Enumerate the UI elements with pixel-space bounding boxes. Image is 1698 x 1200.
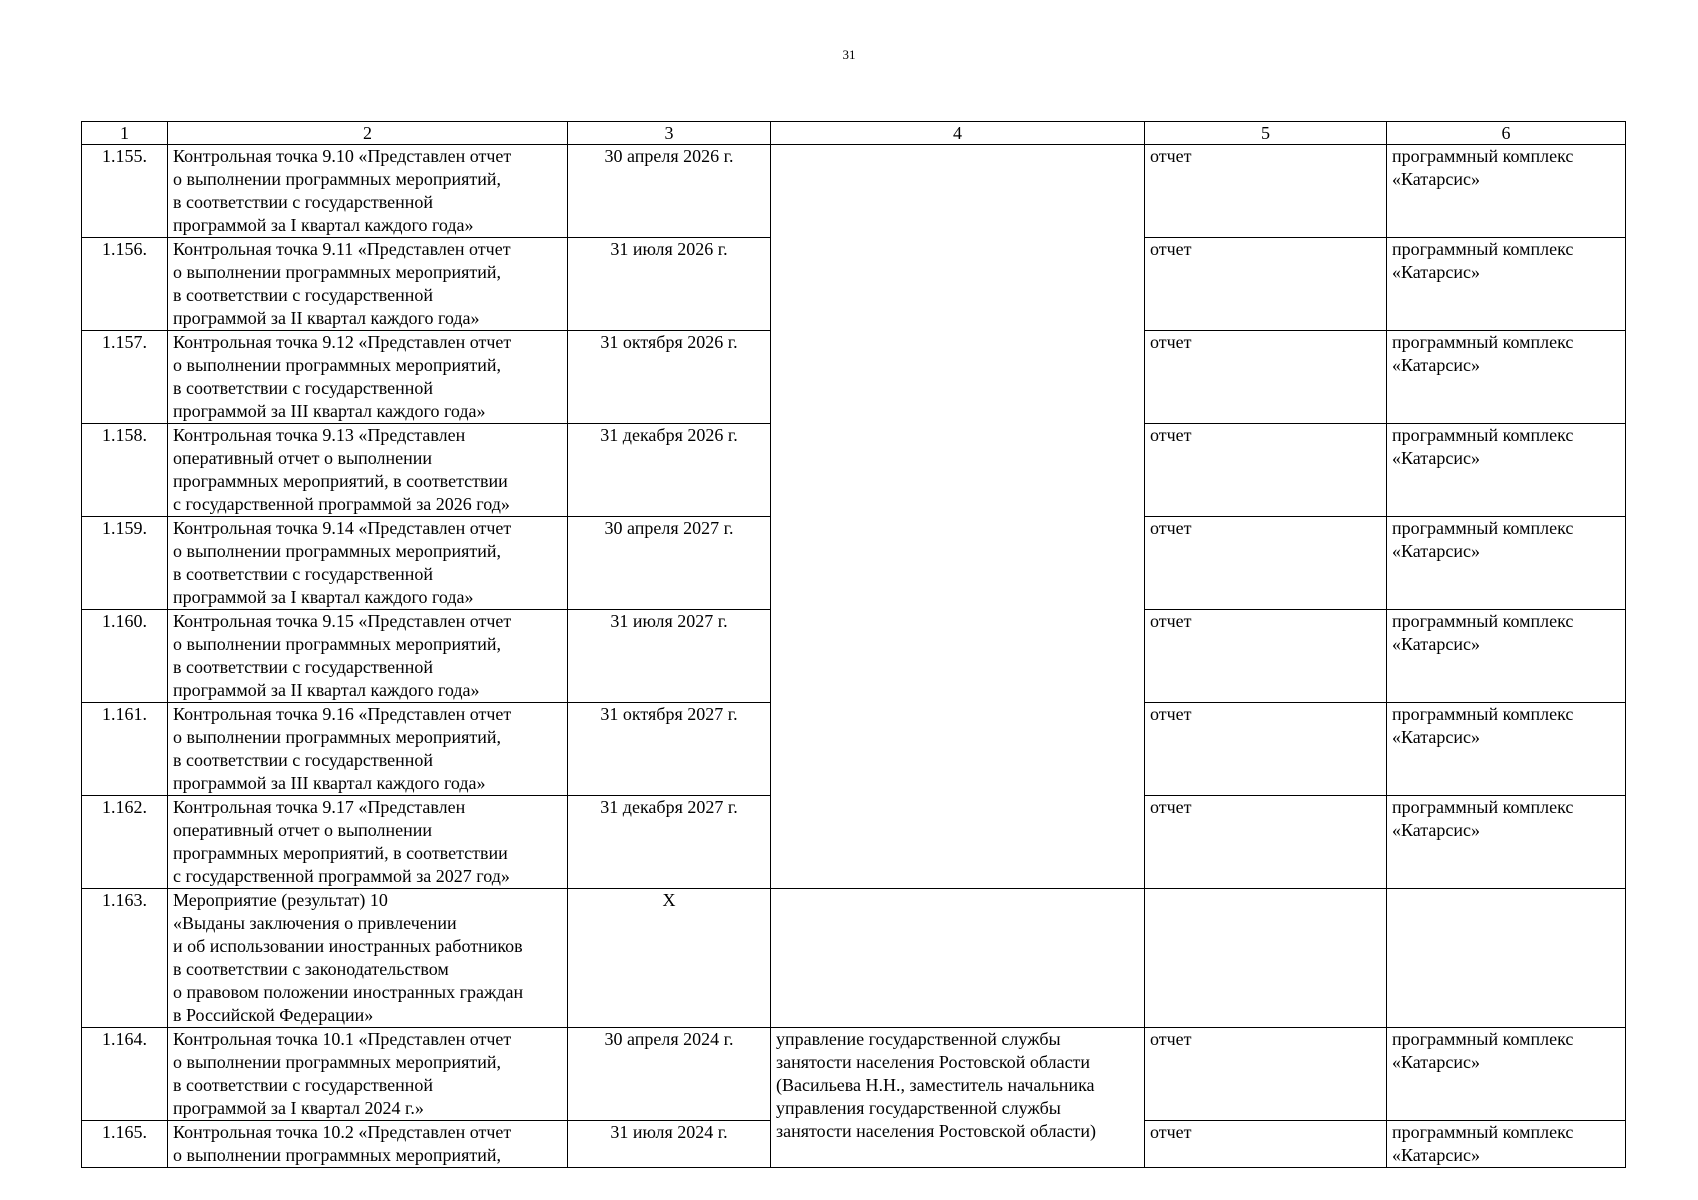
row-number: 1.165.: [82, 1121, 168, 1168]
row-number: 1.156.: [82, 238, 168, 331]
row-date: 30 апреля 2027 г.: [568, 517, 771, 610]
row-system: программный комплекс «Катарсис»: [1387, 517, 1626, 610]
row-name: Контрольная точка 9.11 «Представлен отчет о выполнении программных мероприятий, в соответствии с государственной программой за II квартал каждого года»: [168, 238, 568, 331]
row-system: программный комплекс «Катарсис»: [1387, 238, 1626, 331]
row-number: 1.157.: [82, 331, 168, 424]
responsible-cell: [771, 145, 1145, 889]
row-document: отчет: [1145, 145, 1387, 238]
row-number: 1.160.: [82, 610, 168, 703]
row-name: Контрольная точка 10.2 «Представлен отчет о выполнении программных мероприятий,: [168, 1121, 568, 1168]
row-name: Контрольная точка 9.10 «Представлен отчет о выполнении программных мероприятий, в соответствии с государственной программой за I квартал каждого года»: [168, 145, 568, 238]
row-date: 31 июля 2027 г.: [568, 610, 771, 703]
column-number-row: [82, 122, 1626, 145]
column-header: 5: [1145, 122, 1387, 145]
row-system: [1387, 889, 1626, 1028]
row-document: отчет: [1145, 796, 1387, 889]
row-system: программный комплекс «Катарсис»: [1387, 610, 1626, 703]
responsible-cell: управление государственной службы занятости населения Ростовской области (Васильева Н.Н., заместитель начальника управления государственной службы занятости населения Ростовской области): [771, 1028, 1145, 1168]
row-document: отчет: [1145, 331, 1387, 424]
row-number: 1.155.: [82, 145, 168, 238]
row-name: Контрольная точка 9.14 «Представлен отчет о выполнении программных мероприятий, в соответствии с государственной программой за I квартал каждого года»: [168, 517, 568, 610]
table-row: [82, 145, 1626, 238]
row-system: программный комплекс «Катарсис»: [1387, 1121, 1626, 1168]
row-date: 31 декабря 2027 г.: [568, 796, 771, 889]
row-system: программный комплекс «Катарсис»: [1387, 703, 1626, 796]
row-system: программный комплекс «Катарсис»: [1387, 331, 1626, 424]
row-document: отчет: [1145, 517, 1387, 610]
row-date: 30 апреля 2024 г.: [568, 1028, 771, 1121]
row-name: Контрольная точка 9.16 «Представлен отчет о выполнении программных мероприятий, в соответствии с государственной программой за III квартал каждого года»: [168, 703, 568, 796]
row-document: отчет: [1145, 1028, 1387, 1121]
row-name: Контрольная точка 10.1 «Представлен отчет о выполнении программных мероприятий, в соответствии с государственной программой за I квартал 2024 г.»: [168, 1028, 568, 1121]
row-number: 1.158.: [82, 424, 168, 517]
row-date: 31 октября 2026 г.: [568, 331, 771, 424]
row-document: [1145, 889, 1387, 1028]
row-name: Контрольная точка 9.15 «Представлен отчет о выполнении программных мероприятий, в соответствии с государственной программой за II квартал каждого года»: [168, 610, 568, 703]
column-header: 2: [168, 122, 568, 145]
row-name: Контрольная точка 9.17 «Представлен оперативный отчет о выполнении программных мероприятий, в соответствии с государственной программой за 2027 год»: [168, 796, 568, 889]
row-name: Контрольная точка 9.12 «Представлен отчет о выполнении программных мероприятий, в соответствии с государственной программой за III квартал каждого года»: [168, 331, 568, 424]
row-document: отчет: [1145, 424, 1387, 517]
page-number: 31: [842, 47, 856, 62]
row-document: отчет: [1145, 610, 1387, 703]
row-system: программный комплекс «Катарсис»: [1387, 1028, 1626, 1121]
row-document: отчет: [1145, 1121, 1387, 1168]
row-number: 1.164.: [82, 1028, 168, 1121]
row-date: 31 декабря 2026 г.: [568, 424, 771, 517]
row-name: Мероприятие (результат) 10 «Выданы заключения о привлечении и об использовании иностранных работников в соответствии с законодательством о правовом положении иностранных граждан в Российской Федерации»: [168, 889, 568, 1028]
row-date: 31 июля 2026 г.: [568, 238, 771, 331]
row-document: отчет: [1145, 703, 1387, 796]
row-date: X: [568, 889, 771, 1028]
column-header: 4: [771, 122, 1145, 145]
row-document: отчет: [1145, 238, 1387, 331]
row-number: 1.163.: [82, 889, 168, 1028]
row-system: программный комплекс «Катарсис»: [1387, 424, 1626, 517]
control-points-table: [81, 121, 1626, 1168]
row-system: программный комплекс «Катарсис»: [1387, 145, 1626, 238]
row-number: 1.159.: [82, 517, 168, 610]
table-row: [82, 889, 1626, 1028]
row-number: 1.162.: [82, 796, 168, 889]
row-system: программный комплекс «Катарсис»: [1387, 796, 1626, 889]
table-row: [82, 1028, 1626, 1121]
column-header: 3: [568, 122, 771, 145]
row-date: 30 апреля 2026 г.: [568, 145, 771, 238]
column-header: 1: [82, 122, 168, 145]
row-date: 31 октября 2027 г.: [568, 703, 771, 796]
row-number: 1.161.: [82, 703, 168, 796]
responsible-cell: [771, 889, 1145, 1028]
column-header: 6: [1387, 122, 1626, 145]
row-date: 31 июля 2024 г.: [568, 1121, 771, 1168]
row-name: Контрольная точка 9.13 «Представлен оперативный отчет о выполнении программных мероприятий, в соответствии с государственной программой за 2026 год»: [168, 424, 568, 517]
